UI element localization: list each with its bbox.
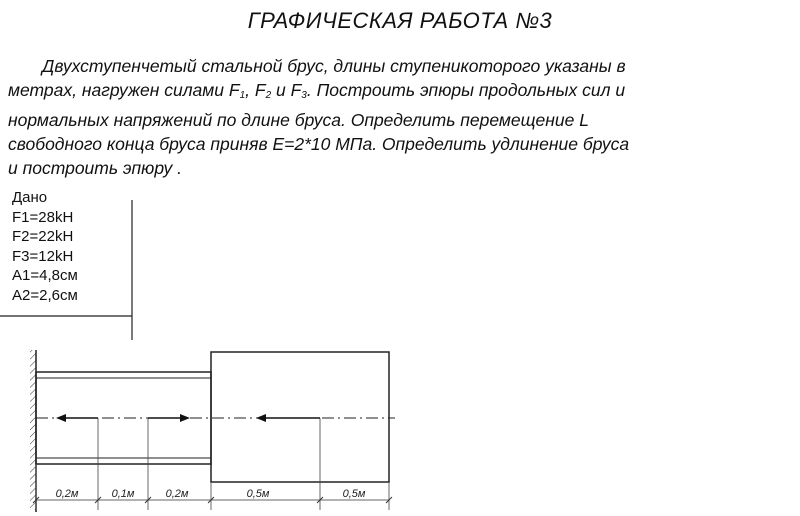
page-title: ГРАФИЧЕСКАЯ РАБОТА №3 — [247, 8, 553, 33]
dimension-label-4: 0,5м — [246, 488, 270, 500]
dimension-label-2: 0,1м — [111, 488, 135, 500]
given-heading: Дано — [12, 189, 48, 206]
wall-hatching — [30, 350, 36, 510]
given-item-a1: A1=4,8см — [12, 267, 78, 284]
task-line-4: свободного конца бруса приняв E=2*10 МПа. Определить удлинение бруса — [8, 134, 630, 154]
dimension-label-5: 0,5м — [342, 488, 366, 500]
dimension-label-1: 0,2м — [55, 488, 79, 500]
task-line-3: нормальных напряжений по длине бруса. Определить перемещение L — [8, 110, 589, 130]
task-line-5: и построить эпюру . — [8, 158, 182, 178]
dimension-label-3: 0,2м — [165, 488, 189, 500]
given-item-f2: F2=22kH — [12, 228, 74, 245]
given-item-f3: F3=12kH — [12, 247, 74, 265]
task-line-1: Двухступенчетый стальной брус, длины ступеникоторого указаны в — [42, 56, 626, 76]
given-item-a2: A2=2,6см — [12, 286, 78, 304]
given-item-f1: F1=28kH — [12, 208, 74, 226]
beam-step-large — [211, 352, 389, 482]
task-line-2: метрах, нагружен силами $F_1$, $F_2$ и $F_3$. Построить эпюры продольных сил и — [8, 80, 626, 101]
force-arrow-1-head — [56, 414, 66, 422]
force-arrow-2-head — [180, 414, 190, 422]
force-arrow-3-head — [256, 414, 266, 422]
